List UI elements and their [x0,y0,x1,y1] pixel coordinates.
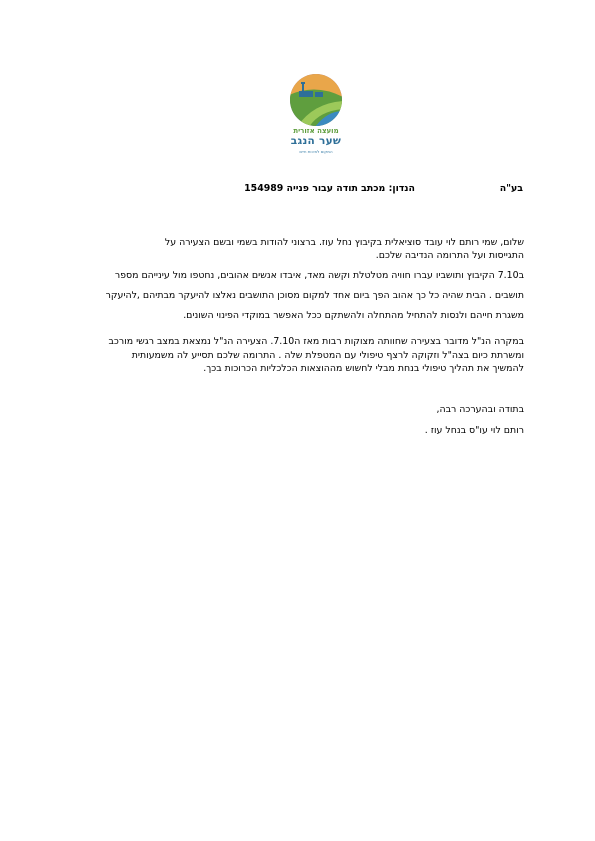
closing-thanks: בתודה ובהערכה רבה, [436,404,524,415]
paragraph-2-line-1: ב7.10 הקיבוץ ותושביו עברו חוויה מטלטלת וקשה מאד, איבדו אנשים אהובים, נחטפו מול עינייהם מספר [114,270,524,281]
subject-line: הנדון: מכתב תודה עבור פנייה 154989 [244,183,415,194]
besad-mark: בע"ה [499,183,523,194]
paragraph-3-line-2: ומשרתת כיום בצה"ל וזקוקה לרצף טיפולי עם המטפלת שלה . התרומה שלכם תסייע לה משמעותית [131,350,524,361]
paragraph-2-line-3: משגרת חייהם ולנסות להתחיל מהתחלה ולהשתקם ככל האפשר במוקדי הפינוי השונים. [183,310,524,321]
logo-text-tagline: המקום לאיכות חיים [299,149,333,154]
council-logo [286,73,346,165]
logo-text-name: שער הנגב [290,135,342,147]
council-emblem-icon [289,73,343,127]
paragraph-3-line-3: להמשיך את תהליך טיפולי בנחת מבלי לחשוש מההוצאות הכלכליות הכרוכות בכך. [203,363,524,374]
paragraph-3-line-1: במקרה הנ"ל מדובר בצעירה שחוותה מצוקות רבות מאז ה7.10. הצעירה הנ"ל נמצאת במצב רגשי מורכב [108,336,524,347]
paragraph-1-line-2: התגייסות ועל התרומה הנדיבה שלכם. [375,250,524,261]
paragraph-2-line-2: תושבים . הבית שהיה כל כך אהוב הפך ביום אחד למקום מסוכן התושבים נאלצו להיעקר מבתיהם ,להיעקר [105,290,524,301]
logo-text-council: מועצה אזורית [293,127,339,135]
paragraph-1-line-1: שלום, שמי רותם לוי עובד סוציאלית בקיבוץ נחל עוז. ברצוני להודות בשמי ובשם הצעירה על [164,237,524,248]
closing-signature: רותם לוי עו"ס בנחל עוז . [424,425,524,436]
